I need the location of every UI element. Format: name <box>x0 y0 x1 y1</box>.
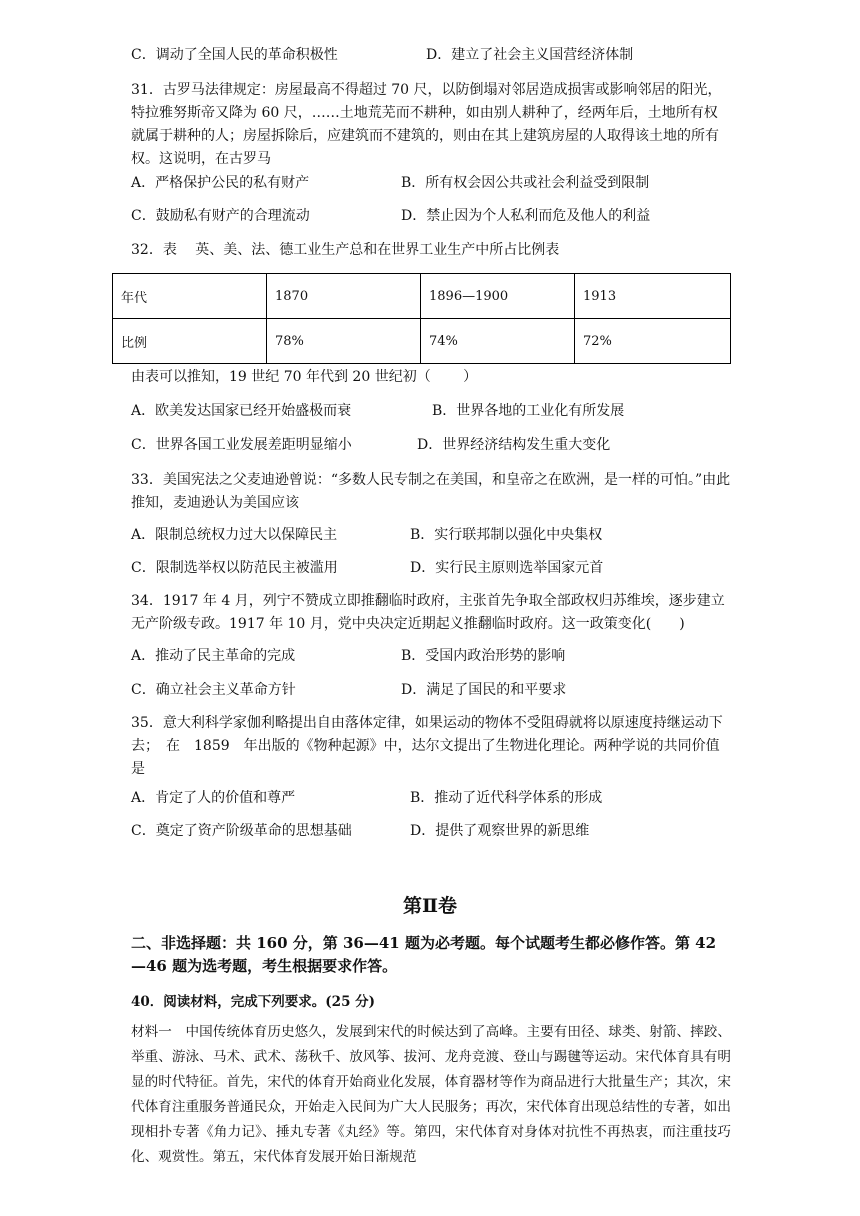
q35-option-d: D．提供了观察世界的新思维 <box>410 823 590 839</box>
question-35-stem: 35．意大利科学家伽利略提出自由落体定律，如果运动的物体不受阻碍就将以原速度持继运动下去； 在 1859 年出版的《物种起源》中，达尔文提出了生物进化理论。两种学说的共同价值是 <box>131 715 723 777</box>
q32-option-c: C．世界各国工业发展差距明显缩小 <box>131 437 352 453</box>
q31-option-d: D．禁止因为个人私利而危及他人的利益 <box>401 208 651 224</box>
table-cell: 1913 <box>575 274 731 319</box>
table-cell: 78% <box>267 319 421 364</box>
table-cell: 年代 <box>113 274 267 319</box>
option-c: C．调动了全国人民的革命积极性 <box>131 47 338 63</box>
table-cell: 1896—1900 <box>421 274 575 319</box>
table-cell: 1870 <box>267 274 421 319</box>
q31-option-a: A．严格保护公民的私有财产 <box>131 175 310 191</box>
section-intro: 二、非选择题：共 160 分，第 36—41 题为必考题。每个试题考生都必修作答。第 42—46 题为选考题，考生根据要求作答。 <box>131 934 717 975</box>
question-32-stem: 32．表 英、美、法、德工业生产总和在世界工业生产中所占比例表 <box>131 242 560 258</box>
question-40-title: 40．阅读材料，完成下列要求。(25 分) <box>131 994 376 1010</box>
q31-option-b: B．所有权会因公共或社会利益受到限制 <box>401 175 650 191</box>
q32-option-a: A．欧美发达国家已经开始盛极而衰 <box>131 403 352 419</box>
q35-option-b: B．推动了近代科学体系的形成 <box>410 790 603 806</box>
table-cell: 74% <box>421 319 575 364</box>
question-33-stem: 33．美国宪法之父麦迪逊曾说：“多数人民专制之在美国，和皇帝之在欧洲，是一样的可怕。”由此推知，麦迪逊认为美国应该 <box>131 472 731 511</box>
question-32-follow: 由表可以推知，19 世纪 70 年代到 20 世纪初（ ） <box>131 369 478 385</box>
table-row <box>113 319 731 364</box>
material-one-text: 材料一 中国传统体育历史悠久，发展到宋代的时候达到了高峰。主要有田径、球类、射箭、摔跤、举重、游泳、马术、武术、荡秋千、放风筝、拔河、龙舟竞渡、登山与踢毽等运动。宋代体育具有明显的时代特征。首先，宋代的体育开始商业化发展，体育器材等作为商品进行大批量生产；其次，宋代体育注重服务普通民众，开始走入民间为广大人民服务；再次，宋代体育出现总结性的专著，如出现相扑专著《角力记》、捶丸专著《丸经》等。第四，宋代体育对身体对抗性不再热衷，而注重技巧化、观赏性。第五，宋代体育发展开始日渐规范 <box>131 1024 731 1165</box>
question-34-stem: 34．1917 年 4 月，列宁不赞成立即推翻临时政府，主张首先争取全部政权归苏维埃，逐步建立无产阶级专政。1917 年 10 月，党中央决定近期起义推翻临时政府。这一政策变化( ) <box>131 593 725 632</box>
q34-option-d: D．满足了国民的和平要求 <box>401 682 567 698</box>
q34-option-b: B．受国内政治形势的影响 <box>401 648 566 664</box>
q34-option-a: A．推动了民主革命的完成 <box>131 648 296 664</box>
statistics-table <box>112 273 731 364</box>
table-row <box>113 274 731 319</box>
q33-option-d: D．实行民主原则选举国家元首 <box>410 560 604 576</box>
q35-option-a: A．肯定了人的价值和尊严 <box>131 790 296 806</box>
q34-option-c: C．确立社会主义革命方针 <box>131 682 296 698</box>
question-31-stem: 31．古罗马法律规定：房屋最高不得超过 70 尺，以防倒塌对邻居造成损害或影响邻居的阳光，特拉雅努斯帝又降为 60 尺，……土地荒芜而不耕种，如由别人耕种了，经两年后，土地所有权就属于耕种的人；房屋拆除后，应建筑而不建筑的，则由在其上建筑房屋的人取得该土地的所有权。这说明，在古罗马 <box>131 82 722 167</box>
table-cell: 72% <box>575 319 731 364</box>
q32-option-b: B．世界各地的工业化有所发展 <box>432 403 625 419</box>
q32-option-d: D．世界经济结构发生重大变化 <box>417 437 611 453</box>
option-d: D．建立了社会主义国营经济体制 <box>426 47 634 63</box>
section-title: 第Ⅱ卷 <box>402 895 457 917</box>
q35-option-c: C．奠定了资产阶级革命的思想基础 <box>131 823 352 839</box>
q31-option-c: C．鼓励私有财产的合理流动 <box>131 208 310 224</box>
q33-option-b: B．实行联邦制以强化中央集权 <box>410 527 603 543</box>
table-cell: 比例 <box>113 319 267 364</box>
q33-option-a: A．限制总统权力过大以保障民主 <box>131 527 338 543</box>
q33-option-c: C．限制选举权以防范民主被滥用 <box>131 560 338 576</box>
